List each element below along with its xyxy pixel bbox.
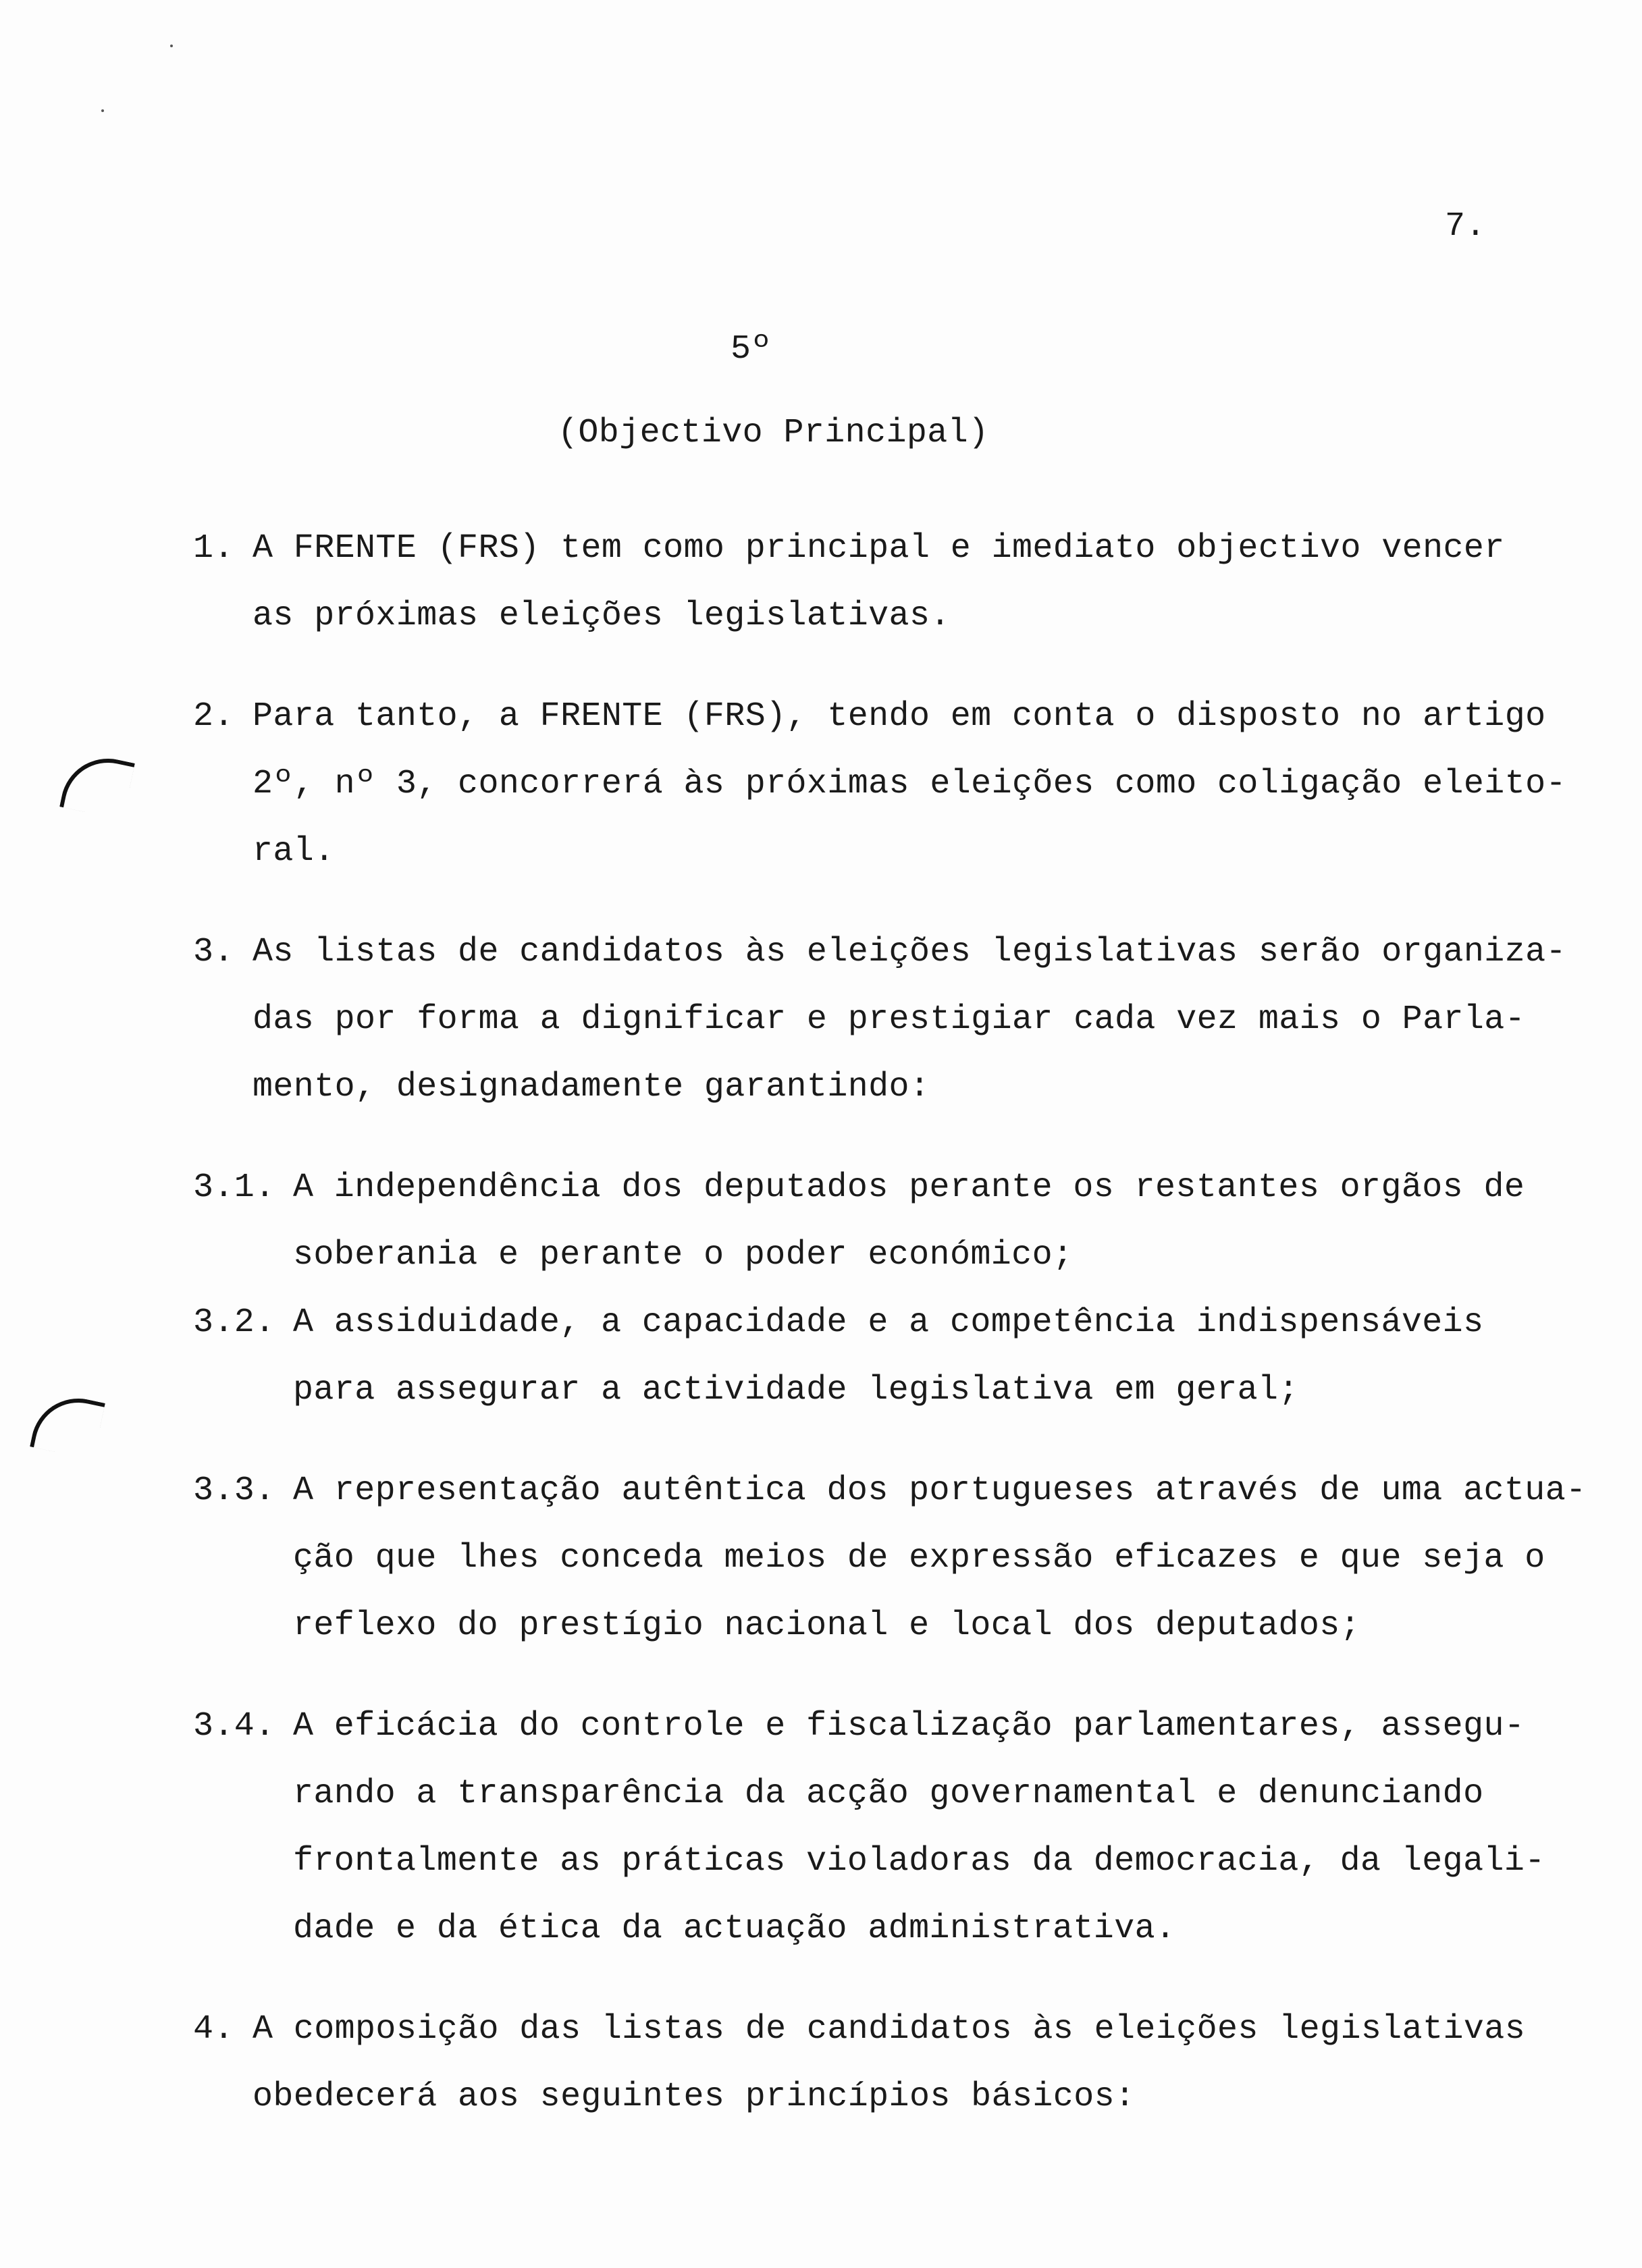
punch-hole-mark-bottom xyxy=(30,1390,105,1460)
page-number: 7. xyxy=(1445,207,1486,246)
item-number: 3.2. xyxy=(193,1303,275,1342)
item-text-line: das por forma a dignificar e prestigiar cada vez mais o Parla- xyxy=(253,1000,1526,1039)
item-text-line: soberania e perante o poder económico; xyxy=(293,1236,1074,1274)
item-text-line: A assiduidade, a capacidade e a competência indispensáveis xyxy=(293,1303,1484,1342)
item-text-line: para assegurar a actividade legislativa em geral; xyxy=(293,1371,1299,1409)
punch-hole-mark-top xyxy=(59,750,135,820)
item-number: 3.1. xyxy=(193,1168,275,1207)
article-heading: (Objectivo Principal) xyxy=(558,414,989,452)
item-number: 3.4. xyxy=(193,1707,275,1746)
item-text-line: A independência dos deputados perante os restantes orgãos de xyxy=(293,1168,1525,1207)
item-text-line: A FRENTE (FRS) tem como principal e imediato objectivo vencer xyxy=(253,529,1505,568)
item-number: 3. xyxy=(193,933,234,971)
item-text-line: obedecerá aos seguintes princípios básicos: xyxy=(253,2078,1136,2116)
item-text-line: reflexo do prestígio nacional e local dos deputados; xyxy=(293,1606,1361,1645)
item-text-line: ção que lhes conceda meios de expressão eficazes e que seja o xyxy=(293,1539,1545,1577)
item-text-line: As listas de candidatos às eleições legislativas serão organiza- xyxy=(253,933,1566,971)
item-text-line: A composição das listas de candidatos às eleições legislativas xyxy=(253,2010,1526,2049)
item-text-line: mento, designadamente garantindo: xyxy=(253,1068,930,1106)
article-number: 5º xyxy=(731,330,772,369)
item-number: 2. xyxy=(193,697,234,736)
item-text-line: A eficácia do controle e fiscalização parlamentares, assegu- xyxy=(293,1707,1525,1746)
item-text-line: rando a transparência da acção governamental e denunciando xyxy=(293,1775,1484,1813)
scan-speck xyxy=(170,45,173,47)
item-text-line: Para tanto, a FRENTE (FRS), tendo em conta o disposto no artigo xyxy=(253,697,1546,736)
item-text-line: dade e da ética da actuação administrativa. xyxy=(293,1910,1176,1948)
item-number: 3.3. xyxy=(193,1472,275,1510)
item-text-line: A representação autêntica dos portugueses através de uma actua- xyxy=(293,1472,1587,1510)
item-number: 4. xyxy=(193,2010,234,2049)
item-text-line: frontalmente as práticas violadoras da democracia, da legali- xyxy=(293,1842,1545,1881)
scan-speck xyxy=(101,109,104,112)
item-text-line: as próximas eleições legislativas. xyxy=(253,597,951,635)
item-text-line: 2º, nº 3, concorrerá às próximas eleições como coligação eleito- xyxy=(253,765,1566,803)
item-text-line: ral. xyxy=(253,832,335,871)
item-number: 1. xyxy=(193,529,234,568)
